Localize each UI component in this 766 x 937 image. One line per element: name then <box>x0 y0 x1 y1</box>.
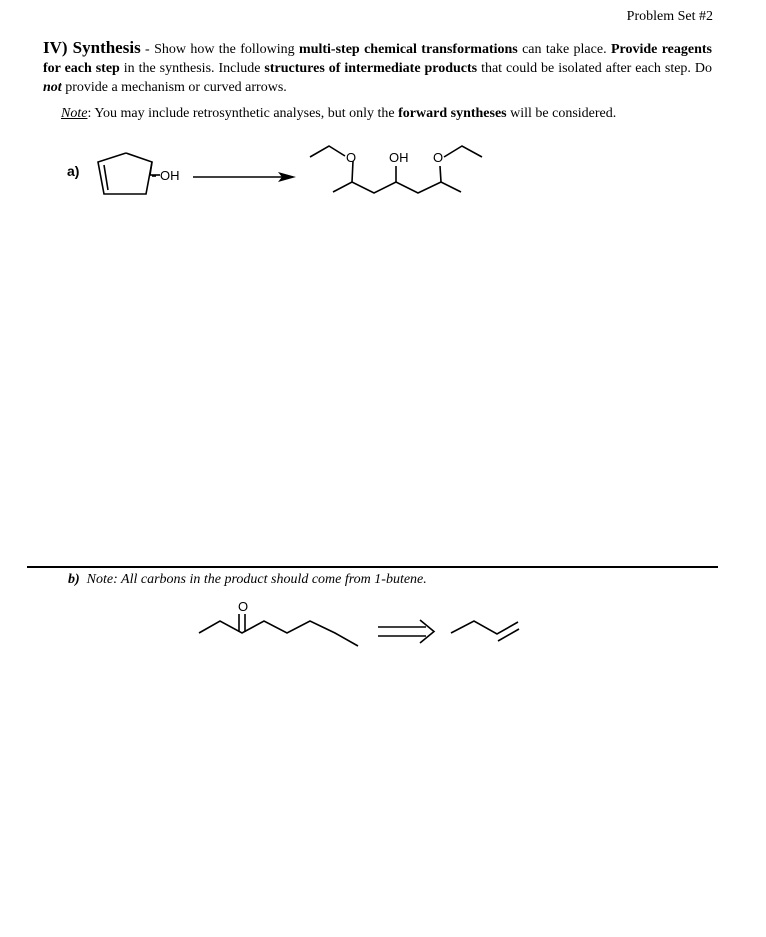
section-heading: IV) Synthesis <box>43 38 141 57</box>
note-label: Note <box>61 106 88 121</box>
retrosynthesis-arrow <box>378 620 434 643</box>
page-header: Problem Set #2 <box>626 9 713 24</box>
intro-bold-2: Provide reagents for each step <box>43 42 712 76</box>
product-ether-o-right: O <box>433 150 444 165</box>
product-oh-label: OH <box>389 150 409 165</box>
product-ether-o-left: O <box>346 150 357 165</box>
part-a-label: a) <box>67 163 80 179</box>
intro-text-5: provide a mechanism or curved arrows. <box>61 80 287 95</box>
part-b-label: b) <box>68 572 80 587</box>
part-b-note: Note: All carbons in the product should come from 1-butene. <box>86 572 427 587</box>
ketone-structure <box>199 614 358 646</box>
start-oh-label: OH <box>160 168 180 183</box>
butene-structure <box>451 621 519 641</box>
note-bold: forward syntheses <box>398 106 507 121</box>
intro-dash: - <box>140 42 155 57</box>
note-text-2: will be considered. <box>506 106 617 121</box>
note-text-1: You may include retrosynthetic analyses, but only the <box>91 106 399 121</box>
intro-bold-1: multi-step chemical transformations <box>299 42 518 57</box>
ketone-o-label: O <box>238 599 249 614</box>
intro-text-2: can take place. <box>517 42 611 57</box>
intro-bold-3: structures of intermediate products <box>264 61 478 76</box>
note-colon: : <box>87 106 92 121</box>
intro-text-4: that could be isolated after each step. Do <box>477 61 712 76</box>
intro-text-1: Show how the following <box>154 42 300 57</box>
intro-text-3: in the synthesis. Include <box>119 61 265 76</box>
intro-bold-4: not <box>43 80 62 95</box>
